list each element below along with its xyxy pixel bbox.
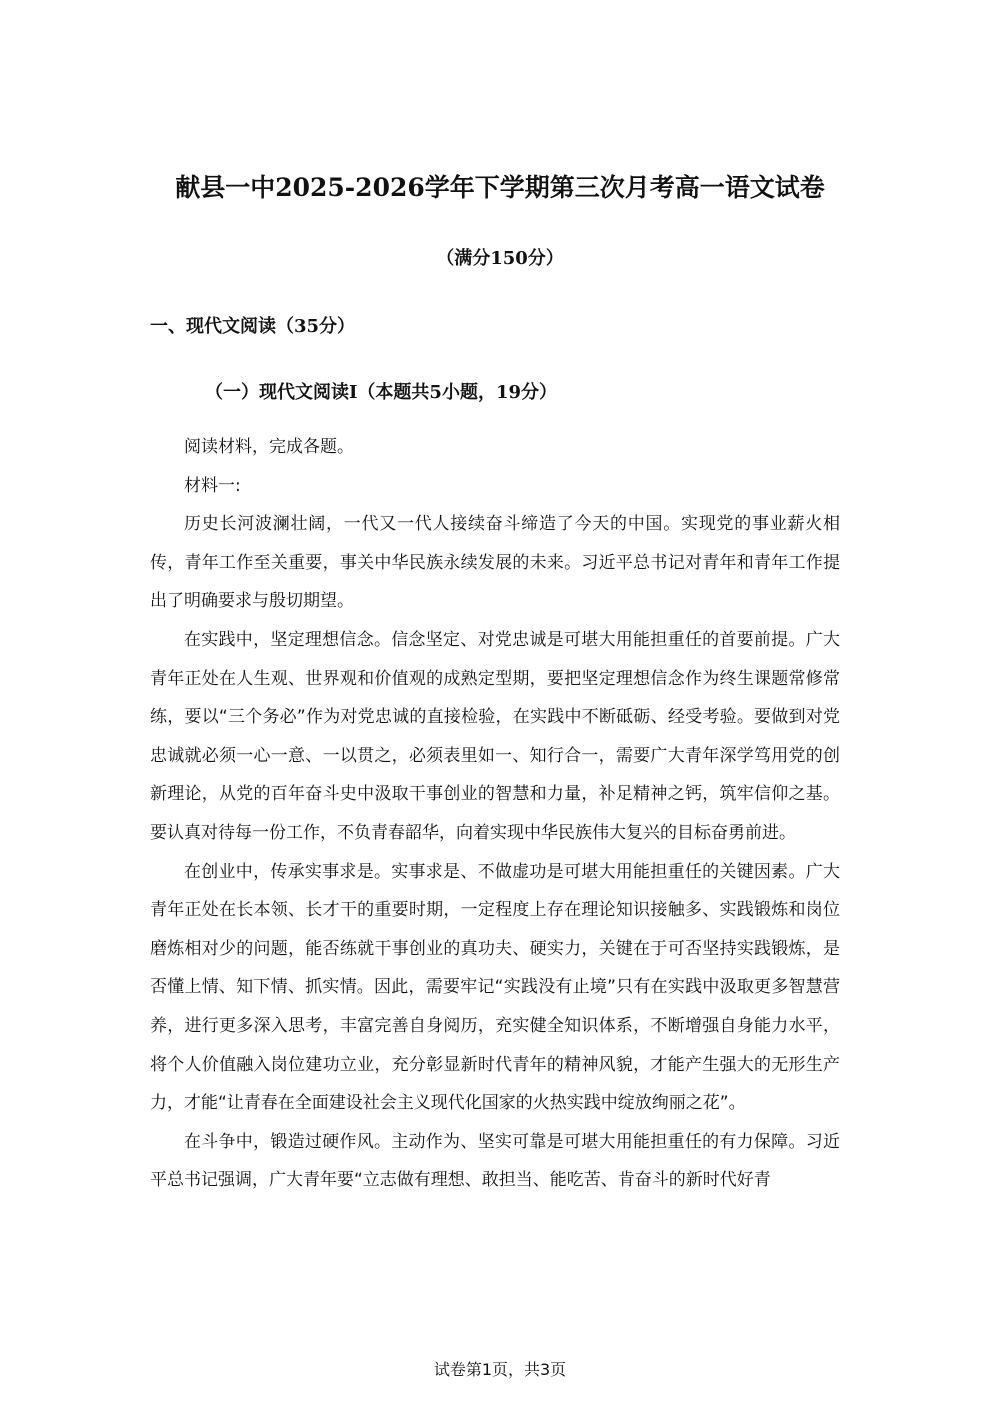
- subsection-heading: （一）现代文阅读Ⅰ（本题共5小题，19分）: [205, 382, 557, 403]
- paragraph-2: 在实践中，坚定理想信念。信念坚定、对党忠诚是可堪大用能担重任的首要前提。广大青年正处在人生观、世界观和价值观的成熟定型期，要把坚定理想信念作为终生课题常修常练，要以“三个务必”作为对党忠诚的直接检验，在实践中不断砥砺、经受考验。要做到对党忠诚就必须一心一意、一以贯之，必须表里如一、知行合一，需要广大青年深学笃用党的创新理论，从党的百年奋斗史中汲取干事创业的智慧和力量，补足精神之钙，筑牢信仰之基。要认真对待每一份工作，不负青春韶华，向着实现中华民族伟大复兴的目标奋勇前进。: [150, 629, 840, 843]
- instruction-text: 阅读材料，完成各题。: [184, 437, 354, 457]
- paragraph-4: 在斗争中，锻造过硬作风。主动作为、坚实可靠是可堪大用能担重任的有力保障。习近平总书记强调，广大青年要“立志做有理想、敢担当、能吃苦、肯奋斗的新时代好青: [150, 1131, 840, 1191]
- material-label: 材料一:: [184, 475, 241, 496]
- paragraph-3: 在创业中，传承实事求是。实事求是、不做虚功是可堪大用能担重任的关键因素。广大青年正处在长本领、长才干的重要时期，一定程度上存在理论知识接触多、实践锻炼和岗位磨炼相对少的问题，能否练就干事创业的真功夫、硬实力，关键在于可否坚持实践锻炼，是否懂上情、知下情、抓实情。因此，需要牢记“实践没有止境”只有在实践中汲取更多智慧营养，进行更多深入思考，丰富完善自身阅历，充实健全知识体系，不断增强自身能力水平，将个人价值融入岗位建功立业，充分彰显新时代青年的精神风貌，才能产生强大的无形生产力，才能“让青春在全面建设社会主义现代化国家的火热实践中绽放绚丽之花”。: [150, 861, 840, 1114]
- score-subtitle: （满分150分）: [436, 248, 564, 269]
- page-footer: 试卷第1页，共3页: [433, 1360, 567, 1379]
- reading-material: [150, 428, 840, 1200]
- section-heading: 一、现代文阅读（35分）: [150, 316, 356, 337]
- paragraph-1: 历史长河波澜壮阔，一代又一代人接续奋斗缔造了今天的中国。实现党的事业薪火相传，青年工作至关重要，事关中华民族永续发展的未来。习近平总书记对青年和青年工作提出了明确要求与殷切期望。: [150, 514, 840, 612]
- page-title: 献县一中2025-2026学年下学期第三次月考高一语文试卷: [175, 173, 825, 202]
